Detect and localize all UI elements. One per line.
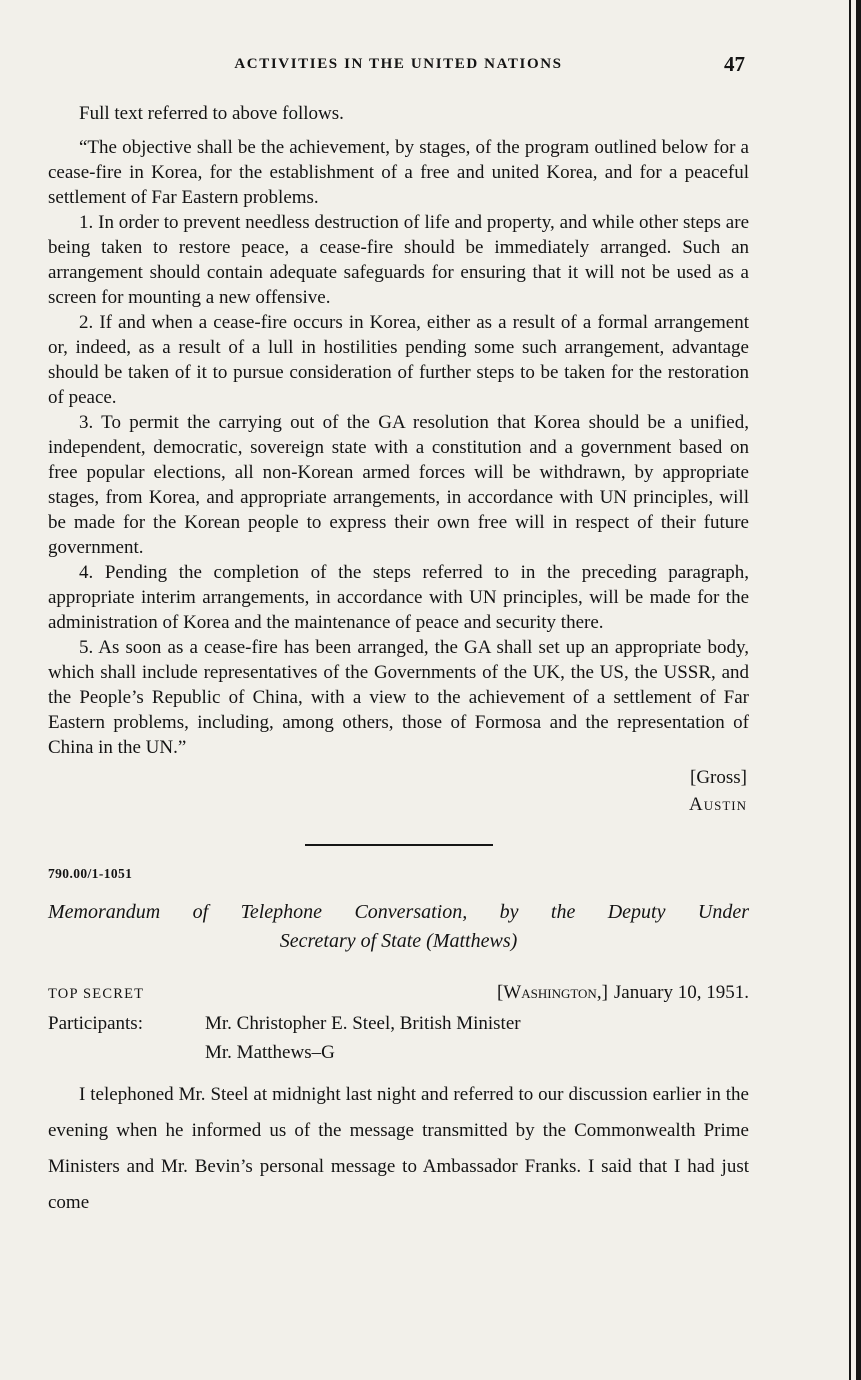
file-number: 790.00/1-1051 — [48, 866, 133, 881]
intro-paragraph: Full text referred to above follows. — [79, 103, 344, 124]
participant-1: Mr. Christopher E. Steel, British Minister — [205, 1013, 521, 1034]
program-point-4: 4. Pending the completion of the steps referred to in the preceding paragraph, appropriate interim arrangements, in accordance with UN principles, will be made for the administration of Korea and the maintenance of peace and security there. — [48, 562, 749, 633]
program-point-2: 2. If and when a cease-fire occurs in Korea, either as a result of a formal arrangement or, indeed, as a result of a lull in hostilities pending some such arrangement, advantage should be taken of it to pursue consideration of further steps to be taken for the restoration of peace. — [48, 312, 749, 408]
first-document — [48, 101, 749, 818]
memorandum-title — [48, 898, 749, 956]
signature-block — [48, 764, 749, 818]
dateline-date: January 10, 1951. — [613, 982, 749, 1003]
dateline — [497, 982, 749, 1004]
classification-label: TOP SECRET — [48, 986, 145, 1002]
memorandum-body-paragraph: I telephoned Mr. Steel at midnight last night and referred to our discussion earlier in the evening when he informed us of the message transmitted by the Commonwealth Prime Ministers and Mr. Bevin’s personal message to Ambassador Franks. I said that I had just come — [48, 1084, 749, 1213]
signature-austin: Austin — [689, 794, 747, 815]
running-header — [48, 52, 749, 76]
memorandum-title-line-2: Secretary of State (Matthews) — [279, 930, 518, 952]
memorandum-document — [48, 866, 749, 1221]
dateline-place: [Washington,] — [496, 982, 608, 1003]
signature-gross: [Gross] — [690, 767, 747, 788]
page-edge-rule-outer — [856, 0, 861, 1380]
dateline-row — [48, 982, 749, 1004]
program-point-1: 1. In order to prevent needless destruction of life and property, and while other steps are being taken to restore peace, a cease-fire should be immediately arranged. Such an arrangement should contain adequate safeguards for ensuring that it will not be used as a screen for mounting a new offensive. — [48, 212, 749, 308]
memorandum-title-line-1: Memorandum of Telephone Conversation, by the Deputy Under — [48, 901, 749, 923]
running-header-title: ACTIVITIES IN THE UNITED NATIONS — [234, 56, 563, 72]
program-point-5: 5. As soon as a cease-fire has been arranged, the GA shall set up an appropriate body, which shall include representatives of the Governments of the UK, the US, the USSR, and the People’s Republic of China, with a view to the achievement of a settlement of Far Eastern problems, including, among others, those of Formosa and the representation of China in the UN.” — [48, 637, 749, 758]
participant-2: Mr. Matthews–G — [205, 1042, 335, 1063]
document-divider — [305, 844, 493, 846]
page-content — [48, 52, 749, 1221]
participants-row — [48, 1009, 749, 1067]
program-point-3: 3. To permit the carrying out of the GA resolution that Korea should be a unified, independent, democratic, sovereign state with a constitution and a government based on free popular elections, all non-Korean armed forces will be withdrawn, by appropriate stages, from Korea, and appropriate arrangements, in accordance with UN principles, will be made for the Korean people to express their own free will in respect of their future government. — [48, 412, 749, 558]
page-number: 47 — [724, 52, 745, 76]
quoted-program-preamble: “The objective shall be the achievement, by stages, of the program outlined below for a cease-fire in Korea, for the establishment of a free and united Korea, and for a peaceful settlement of Far Eastern problems. — [48, 137, 749, 208]
participants-names — [205, 1009, 749, 1067]
participants-label: Participants: — [48, 1013, 143, 1034]
page-edge-rule-inner — [849, 0, 851, 1380]
